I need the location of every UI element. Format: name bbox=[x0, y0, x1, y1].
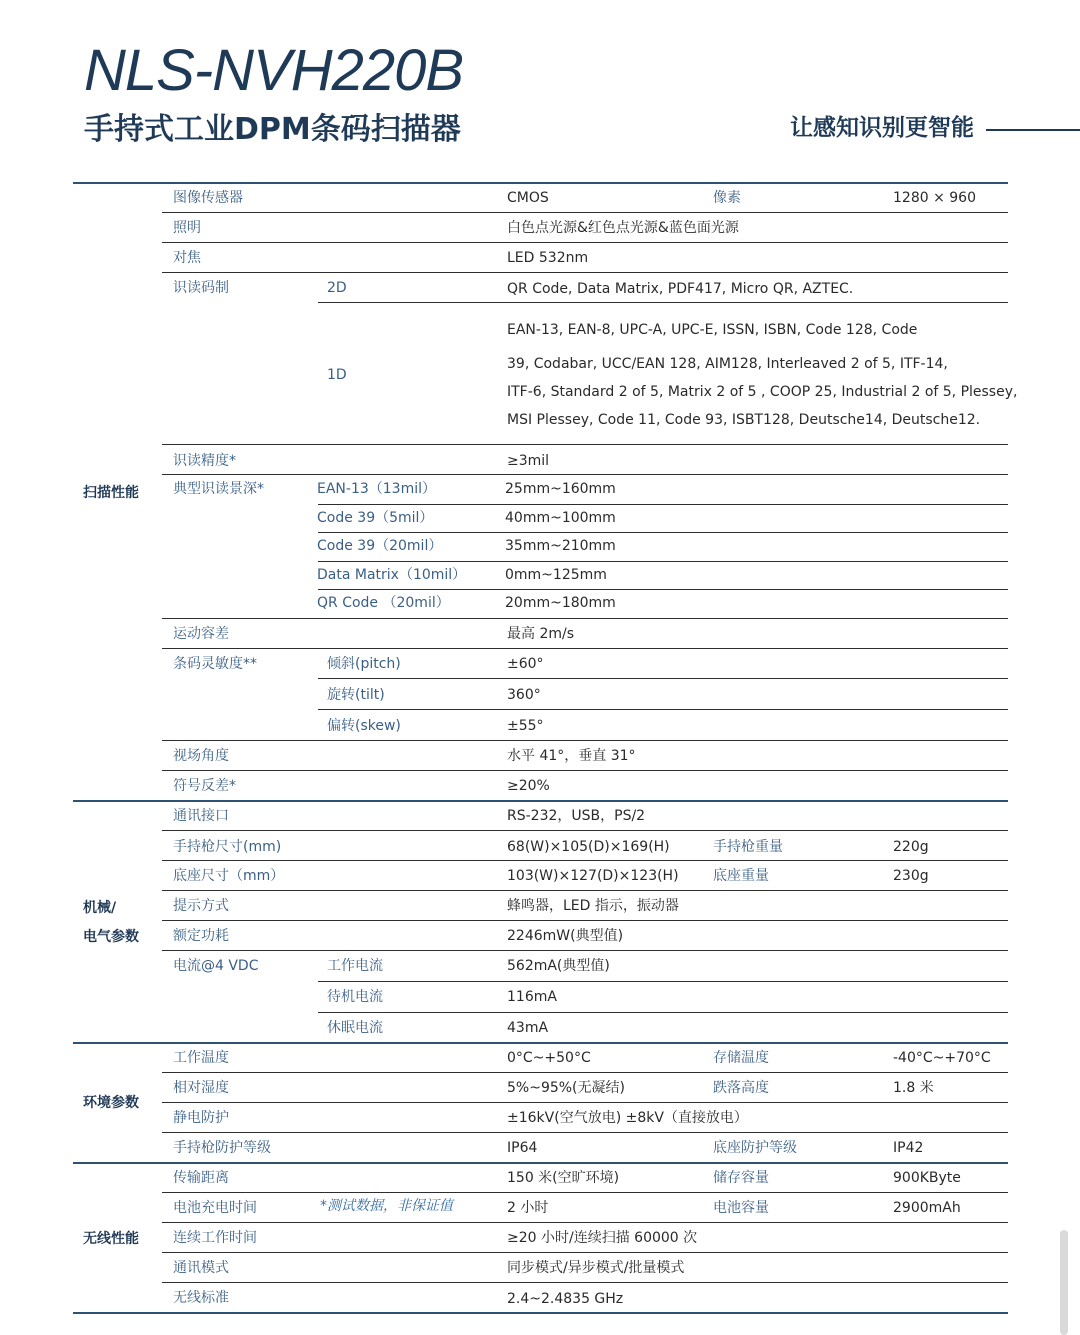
row-divider bbox=[318, 302, 1008, 303]
spec-value: 最高 2m/s bbox=[507, 626, 575, 642]
spec-label: 存储温度 bbox=[713, 1050, 769, 1066]
row-divider bbox=[318, 678, 1008, 679]
spec-value: ≥20% bbox=[507, 778, 550, 794]
spec-value: 220g bbox=[893, 839, 929, 855]
row-divider bbox=[318, 561, 1008, 562]
spec-value: QR Code, Data Matrix, PDF417, Micro QR, AZTEC. bbox=[507, 281, 854, 297]
table-top-rule bbox=[73, 182, 1008, 184]
spec-value: 103(W)×127(D)×123(H) bbox=[507, 868, 679, 884]
spec-value: 蜂鸣器，LED 指示，振动器 bbox=[507, 898, 679, 914]
row-divider bbox=[162, 740, 1008, 741]
row-divider bbox=[162, 272, 1008, 273]
spec-value: 1280 × 960 bbox=[893, 190, 976, 206]
slogan-rule bbox=[986, 129, 1080, 131]
spec-value: 5%~95%(无凝结) bbox=[507, 1080, 625, 1096]
row-divider bbox=[162, 1132, 1008, 1133]
spec-label: 相对湿度 bbox=[173, 1080, 229, 1096]
spec-sublabel: 倾斜(pitch) bbox=[327, 656, 401, 672]
spec-value: 20mm~180mm bbox=[505, 595, 616, 611]
spec-label: 符号反差* bbox=[173, 778, 236, 794]
spec-value: 35mm~210mm bbox=[505, 538, 616, 554]
spec-value: 43mA bbox=[507, 1020, 549, 1036]
row-divider bbox=[162, 242, 1008, 243]
spec-value: 2.4~2.4835 GHz bbox=[507, 1291, 624, 1307]
spec-value: LED 532nm bbox=[507, 250, 589, 266]
row-divider bbox=[162, 1282, 1008, 1283]
spec-label: 底座防护等级 bbox=[713, 1140, 797, 1156]
row-divider bbox=[318, 504, 1008, 505]
table-bottom-rule bbox=[73, 1312, 1008, 1314]
spec-value: 2900mAh bbox=[893, 1200, 961, 1216]
section-label-scan: 扫描性能 bbox=[83, 485, 139, 501]
row-divider bbox=[162, 1252, 1008, 1253]
row-divider bbox=[318, 981, 1008, 982]
spec-label: 条码灵敏度** bbox=[173, 656, 257, 672]
spec-value-line: EAN-13, EAN-8, UPC-A, UPC-E, ISSN, ISBN, Code 128, Code bbox=[507, 322, 918, 338]
spec-value: 360° bbox=[507, 687, 541, 703]
spec-label: 电流@4 VDC bbox=[173, 958, 259, 974]
spec-value: 900KByte bbox=[893, 1170, 961, 1186]
spec-label: 额定功耗 bbox=[173, 928, 229, 944]
row-divider bbox=[162, 1192, 1008, 1193]
section-rule-env bbox=[73, 1042, 1008, 1044]
row-divider bbox=[162, 212, 1008, 213]
spec-value: 0mm~125mm bbox=[505, 567, 607, 583]
row-divider bbox=[162, 830, 1008, 831]
row-divider bbox=[162, 920, 1008, 921]
row-divider bbox=[318, 532, 1008, 533]
spec-sublabel: 2D bbox=[327, 280, 347, 296]
spec-value: 150 米(空旷环境) bbox=[507, 1170, 620, 1186]
product-subtitle: 手持式工业DPM条码扫描器 bbox=[84, 112, 461, 147]
spec-value: -40°C~+70°C bbox=[893, 1050, 991, 1066]
row-divider bbox=[162, 860, 1008, 861]
spec-sublabel: QR Code （20mil） bbox=[317, 595, 450, 611]
spec-value: 0°C~+50°C bbox=[507, 1050, 591, 1066]
spec-sublabel: 待机电流 bbox=[327, 989, 383, 1005]
spec-value: 68(W)×105(D)×169(H) bbox=[507, 839, 670, 855]
spec-label: 通讯模式 bbox=[173, 1260, 229, 1276]
spec-label: 工作温度 bbox=[173, 1050, 229, 1066]
spec-value: CMOS bbox=[507, 190, 549, 206]
spec-label: 图像传感器 bbox=[173, 190, 243, 206]
spec-value: 1.8 米 bbox=[893, 1080, 934, 1096]
spec-value: IP42 bbox=[893, 1140, 924, 1156]
spec-value: 25mm~160mm bbox=[505, 481, 616, 497]
spec-sublabel: 工作电流 bbox=[327, 958, 383, 974]
spec-label: 电池充电时间 bbox=[173, 1200, 257, 1216]
spec-label: 运动容差 bbox=[173, 626, 229, 642]
spec-label: 跌落高度 bbox=[713, 1080, 769, 1096]
spec-label: 静电防护 bbox=[173, 1110, 229, 1126]
spec-value: ±55° bbox=[507, 718, 544, 734]
test-data-note: *测试数据，非保证值 bbox=[320, 1198, 453, 1214]
spec-value: 2 小时 bbox=[507, 1200, 549, 1216]
spec-sublabel: Data Matrix（10mil） bbox=[317, 567, 467, 583]
section-label-wireless: 无线性能 bbox=[83, 1231, 139, 1247]
spec-label: 储存容量 bbox=[713, 1170, 769, 1186]
spec-label: 像素 bbox=[713, 190, 741, 206]
row-divider bbox=[162, 648, 1008, 649]
spec-label: 底座重量 bbox=[713, 868, 769, 884]
row-divider bbox=[162, 618, 1008, 619]
spec-value: 同步模式/异步模式/批量模式 bbox=[507, 1260, 685, 1276]
spec-value: IP64 bbox=[507, 1140, 538, 1156]
row-divider bbox=[162, 770, 1008, 771]
section-label-mech: 电气参数 bbox=[83, 929, 139, 945]
spec-label: 手持枪防护等级 bbox=[173, 1140, 271, 1156]
spec-label: 识读精度* bbox=[173, 453, 236, 469]
spec-value: 白色点光源&红色点光源&蓝色面光源 bbox=[507, 220, 739, 236]
spec-label: 通讯接口 bbox=[173, 808, 229, 824]
spec-label: 提示方式 bbox=[173, 898, 229, 914]
row-divider bbox=[318, 1012, 1008, 1013]
spec-label: 手持枪尺寸(mm) bbox=[173, 839, 282, 855]
row-divider bbox=[162, 1222, 1008, 1223]
spec-label: 视场角度 bbox=[173, 748, 229, 764]
spec-value-line: 39, Codabar, UCC/EAN 128, AIM128, Interleaved 2 of 5, ITF-14, bbox=[507, 356, 948, 372]
spec-value-line: MSI Plessey, Code 11, Code 93, ISBT128, Deutsche14, Deutsche12. bbox=[507, 412, 981, 428]
spec-label: 连续工作时间 bbox=[173, 1230, 257, 1246]
spec-value: 116mA bbox=[507, 989, 557, 1005]
section-label-env: 环境参数 bbox=[83, 1095, 139, 1111]
spec-label: 典型识读景深* bbox=[173, 481, 264, 497]
scrollbar-thumb[interactable] bbox=[1060, 1230, 1068, 1335]
spec-sublabel: 偏转(skew) bbox=[327, 718, 401, 734]
spec-sublabel: 旋转(tilt) bbox=[327, 687, 385, 703]
row-divider bbox=[162, 1072, 1008, 1073]
spec-value: ±60° bbox=[507, 656, 544, 672]
spec-sublabel: 1D bbox=[327, 367, 347, 383]
row-divider bbox=[318, 709, 1008, 710]
spec-label: 对焦 bbox=[173, 250, 201, 266]
section-rule-wireless bbox=[73, 1162, 1008, 1164]
spec-value: ±16kV(空气放电) ±8kV（直接放电） bbox=[507, 1110, 748, 1126]
section-label-mech: 机械/ bbox=[83, 900, 117, 916]
spec-value: ≥20 小时/连续扫描 60000 次 bbox=[507, 1230, 698, 1246]
row-divider bbox=[162, 1102, 1008, 1103]
model-title: NLS-NVH220B bbox=[84, 38, 464, 103]
spec-value: 40mm~100mm bbox=[505, 510, 616, 526]
spec-value: 2246mW(典型值) bbox=[507, 928, 624, 944]
section-rule-mech bbox=[73, 800, 1008, 802]
spec-sublabel: EAN-13（13mil） bbox=[317, 481, 436, 497]
spec-value: 562mA(典型值) bbox=[507, 958, 610, 974]
row-divider bbox=[162, 444, 1008, 445]
spec-label: 传输距离 bbox=[173, 1170, 229, 1186]
spec-value-line: ITF-6, Standard 2 of 5, Matrix 2 of 5 , COOP 25, Industrial 2 of 5, Plessey, bbox=[507, 384, 1018, 400]
row-divider bbox=[318, 589, 1008, 590]
spec-value: RS-232，USB，PS/2 bbox=[507, 808, 646, 824]
row-divider bbox=[162, 890, 1008, 891]
spec-label: 照明 bbox=[173, 220, 201, 236]
row-divider bbox=[162, 950, 1008, 951]
spec-sublabel: Code 39（5mil） bbox=[317, 510, 434, 526]
spec-label: 底座尺寸（mm） bbox=[173, 868, 285, 884]
spec-value: ≥3mil bbox=[507, 453, 550, 469]
spec-label: 电池容量 bbox=[713, 1200, 769, 1216]
spec-label: 识读码制 bbox=[173, 280, 229, 296]
spec-sublabel: Code 39（20mil） bbox=[317, 538, 443, 554]
spec-label: 无线标准 bbox=[173, 1290, 229, 1306]
spec-label: 手持枪重量 bbox=[713, 839, 783, 855]
row-divider bbox=[162, 474, 1008, 475]
slogan: 让感知识别更智能 bbox=[790, 115, 974, 141]
spec-value: 水平 41°，垂直 31° bbox=[507, 748, 636, 764]
spec-sublabel: 休眠电流 bbox=[327, 1020, 383, 1036]
spec-value: 230g bbox=[893, 868, 929, 884]
